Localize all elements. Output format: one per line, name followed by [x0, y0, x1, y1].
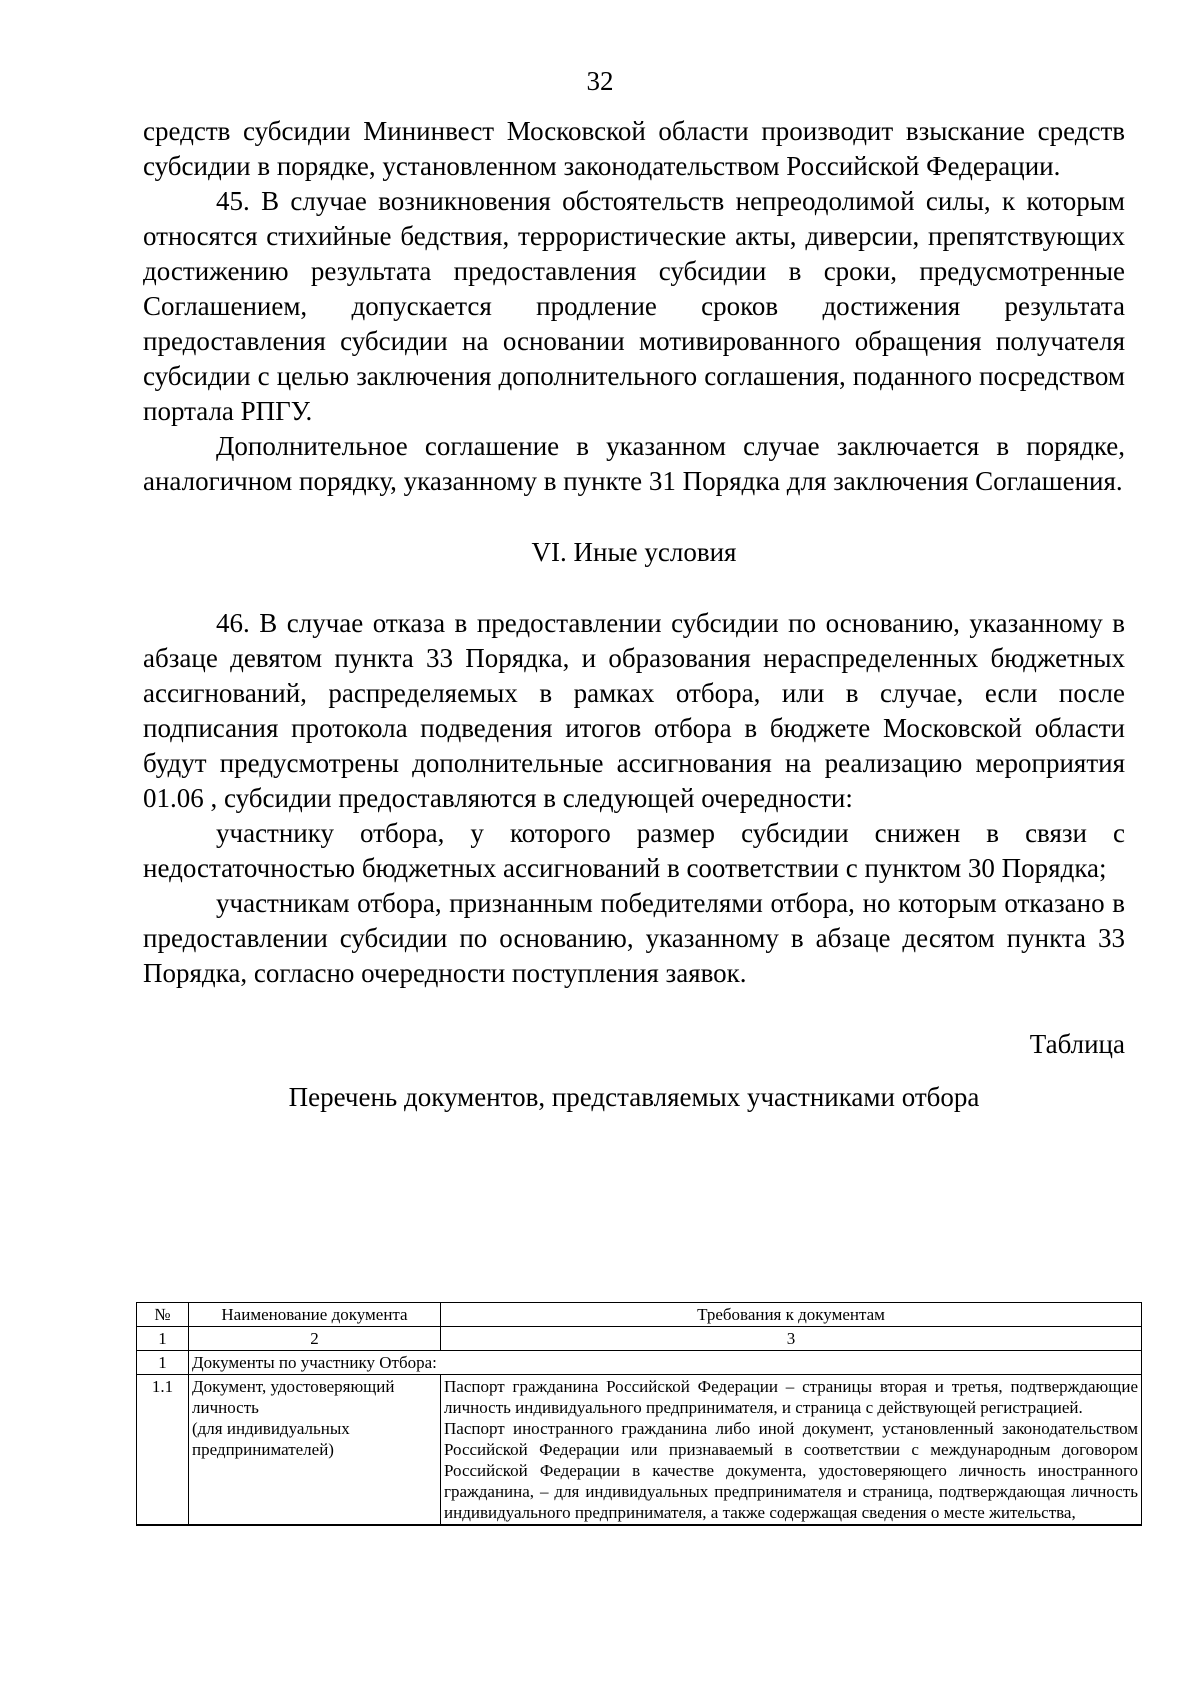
paragraph-45: 45. В случае возникновения обстоятельств непреодолимой силы, к которым относятся стихийные бедствия, террористические акты, диверсии, препятствующих достижению результата предоставления субсидии в сроки, предусмотренные Соглашением, допускается продление сроков достижения результата предоставления субсидии на основании мотивированного обращения получателя субсидии с целью заключения дополнительного соглашения, поданного посредством портала РПГУ.: [143, 186, 1125, 426]
row-number: 1.1: [137, 1375, 189, 1526]
header-requirements: Требования к документам: [441, 1303, 1142, 1327]
table-title: Перечень документов, представляемых участниками отбора: [288, 1082, 980, 1112]
table-row: [137, 1375, 1142, 1526]
row-requirements: [441, 1375, 1142, 1526]
documents-table: [136, 1302, 1142, 1526]
paragraph-46: 46. В случае отказа в предоставлении субсидии по основанию, указанному в абзаце девятом пункта 33 Порядка, и образования нераспределенных бюджетных ассигнований, распределяемых в рамках отбора, или в случае, если после подписания протокола подведения итогов отбора в бюджете Московской области будут предусмотрены дополнительные ассигнования на реализацию мероприятия 01.06 , субсидии предоставляются в следующей очередности:: [143, 608, 1125, 813]
col-number-2: 2: [189, 1327, 441, 1351]
section-title: VI. Иные условия: [531, 537, 737, 567]
table-section-row: [137, 1351, 1142, 1375]
paragraph-1: средств субсидии Мининвест Московской области производит взыскание средств субсидии в порядке, установленном законодательством Российской Федерации.: [143, 116, 1125, 181]
row-document-name: Документ, удостоверяющий личность (для индивидуальных предпринимателей): [189, 1375, 441, 1526]
requirement-foreign-passport: Паспорт иностранного гражданина либо иной документ, установленный законодательством Российской Федерации или признаваемый в соответствии с международным договором Российской Федерации в качестве документа, удостоверяющего личность иностранного гражданина, – для индивидуальных предпринимателя и страница, подтверждающая личность индивидуального предпринимателя, а также содержащая сведения о месте жительства,: [444, 1419, 1138, 1522]
requirement-russian-passport: Паспорт гражданина Российской Федерации – страницы вторая и третья, подтверждающие личность индивидуального предпринимателя, и страница с действующей регистрацией.: [444, 1377, 1138, 1417]
table-numbering-row: [137, 1327, 1142, 1351]
section-number: 1: [137, 1351, 189, 1375]
col-number-3: 3: [441, 1327, 1142, 1351]
paragraph-additional-agreement: Дополнительное соглашение в указанном случае заключается в порядке, аналогичном порядку, указанному в пункте 31 Порядка для заключения Соглашения.: [143, 431, 1125, 496]
table-label: Таблица: [1029, 1029, 1125, 1059]
section-text: Документы по участнику Отбора:: [189, 1351, 1142, 1375]
paragraph-participants-winners: участникам отбора, признанным победителями отбора, но которым отказано в предоставлении субсидии по основанию, указанному в абзаце десятом пункта 33 Порядка, согласно очередности поступления заявок.: [143, 888, 1125, 988]
header-number: №: [137, 1303, 189, 1327]
paragraph-participant: участнику отбора, у которого размер субсидии снижен в связи с недостаточностью бюджетных ассигнований в соответствии с пунктом 30 Порядка;: [143, 818, 1125, 883]
document-body: [143, 114, 1125, 1115]
header-document-name: Наименование документа: [189, 1303, 441, 1327]
page-number: 32: [586, 66, 614, 96]
table-header-row: [137, 1303, 1142, 1327]
col-number-1: 1: [137, 1327, 189, 1351]
